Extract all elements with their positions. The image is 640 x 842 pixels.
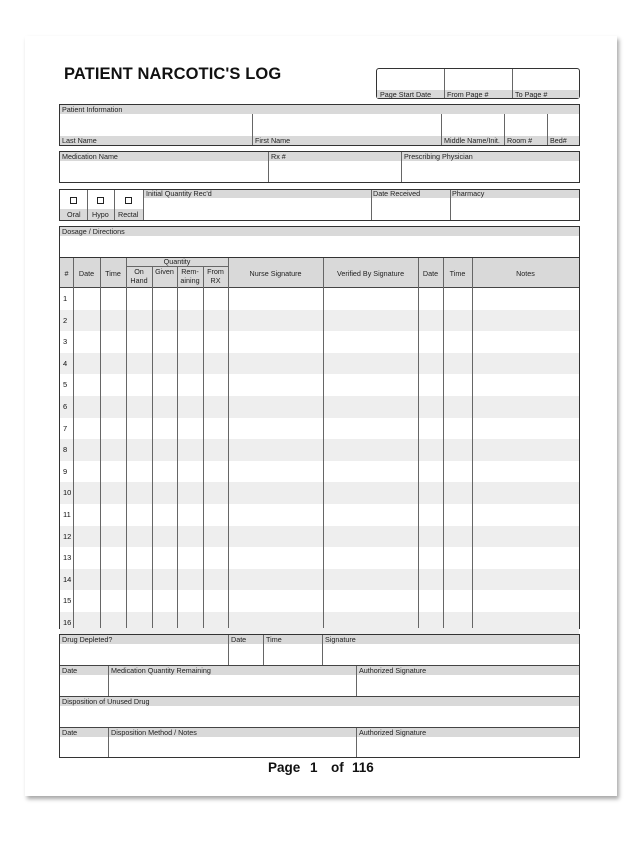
- table-row[interactable]: [60, 288, 579, 310]
- footer-of-word: of: [331, 760, 344, 775]
- patient-name-label-bar: [60, 136, 579, 145]
- table-row[interactable]: [60, 396, 579, 418]
- table-row[interactable]: [60, 482, 579, 504]
- from-page-label: From Page #: [447, 90, 489, 99]
- footer-page-total: 116: [352, 760, 374, 775]
- table-row[interactable]: [60, 461, 579, 483]
- table-row[interactable]: [60, 526, 579, 548]
- patient-info-label: Patient Information: [62, 105, 123, 114]
- depleted-time-label: Time: [266, 635, 282, 644]
- row-number: 11: [63, 510, 71, 519]
- row-number: 2: [63, 315, 68, 325]
- remaining-date-label: Date: [62, 666, 78, 675]
- date-received-label: Date Received: [373, 189, 421, 198]
- disposition-date-label: Date: [62, 728, 78, 737]
- table-row[interactable]: [60, 418, 579, 440]
- authorized-signature-2-label: Authorized Signature: [359, 728, 427, 737]
- to-page-label: To Page #: [515, 90, 548, 99]
- rectal-checkbox[interactable]: [125, 197, 132, 204]
- page-start-date-label: Page Start Date: [380, 90, 432, 99]
- col-number-header: #: [64, 269, 69, 278]
- table-row[interactable]: [60, 504, 579, 526]
- col-notes-header: Notes: [516, 269, 535, 278]
- row-number: 14: [63, 574, 72, 584]
- col-date-2-header: Date: [422, 269, 439, 278]
- col-verified-signature-header: Verified By Signature: [336, 269, 405, 278]
- dosage-header: [60, 227, 579, 236]
- row-number: 15: [63, 596, 72, 606]
- row-number: 13: [63, 553, 72, 563]
- middle-name-label: Middle Name/Init.: [444, 136, 500, 145]
- row-number: 6: [63, 402, 68, 411]
- depleted-signature-label: Signature: [325, 635, 356, 644]
- physician-label: Prescribing Physician: [404, 152, 473, 161]
- pharmacy-label: Pharmacy: [452, 189, 485, 198]
- footer-page-number: 1: [310, 760, 318, 775]
- drug-depleted-label: Drug Depleted?: [62, 635, 113, 644]
- col-time-2-header: Time: [449, 269, 466, 278]
- oral-label: Oral: [67, 210, 81, 219]
- page-title: PATIENT NARCOTIC'S LOG: [64, 65, 282, 83]
- oral-checkbox[interactable]: [70, 197, 77, 204]
- disposition-label: Disposition of Unused Drug: [62, 697, 150, 706]
- col-time-header: Time: [105, 269, 121, 278]
- col-given-header: Given: [155, 267, 174, 276]
- rx-label: Rx #: [271, 152, 286, 161]
- footer-page-word: Page: [268, 760, 301, 775]
- medication-name-label: Medication Name: [62, 152, 118, 161]
- hypo-label: Hypo: [92, 210, 109, 219]
- table-row[interactable]: [60, 547, 579, 569]
- authorized-signature-label: Authorized Signature: [359, 666, 427, 675]
- rectal-label: Rectal: [118, 210, 139, 219]
- row-number: 1: [63, 294, 68, 303]
- room-label: Room #: [507, 136, 533, 145]
- initial-qty-label: Initial Quantity Rec'd: [146, 189, 212, 198]
- bed-label: Bed#: [550, 136, 567, 145]
- table-row[interactable]: [60, 439, 579, 461]
- row-number: 16: [63, 618, 72, 627]
- disposition-method-label: Disposition Method / Notes: [111, 728, 197, 737]
- row-number: 12: [63, 531, 72, 541]
- quantity-group-header: Quantity: [163, 257, 191, 266]
- table-row[interactable]: [60, 569, 579, 591]
- hypo-checkbox[interactable]: [97, 197, 104, 204]
- table-row[interactable]: [60, 331, 579, 353]
- row-number: 4: [63, 358, 68, 368]
- table-row[interactable]: [60, 310, 579, 332]
- row-number: 3: [63, 337, 68, 347]
- col-remaining-header: Rem-aining: [180, 267, 200, 285]
- patient-info-header: [60, 105, 579, 114]
- table-row[interactable]: [60, 612, 579, 634]
- last-name-label: Last Name: [62, 136, 97, 145]
- col-on-hand-header: On Hand: [130, 267, 148, 285]
- med-qty-remaining-label: Medication Quantity Remaining: [111, 666, 211, 675]
- dosage-label: Dosage / Directions: [62, 227, 125, 236]
- depleted-date-label: Date: [231, 635, 247, 644]
- row-number: 10: [63, 488, 72, 498]
- table-row[interactable]: [60, 374, 579, 396]
- medication-header: [60, 152, 579, 161]
- row-number: 7: [63, 423, 68, 433]
- row-number: 8: [63, 445, 68, 455]
- row-number: 5: [63, 380, 68, 390]
- table-row[interactable]: [60, 353, 579, 375]
- first-name-label: First Name: [255, 136, 291, 145]
- depleted-header: [60, 635, 579, 644]
- row-number: 9: [63, 466, 68, 476]
- table-row[interactable]: [60, 590, 579, 612]
- col-from-rx-header: From RX: [207, 267, 224, 285]
- col-date-header: Date: [78, 269, 95, 278]
- col-nurse-signature-header: Nurse Signature: [249, 269, 302, 278]
